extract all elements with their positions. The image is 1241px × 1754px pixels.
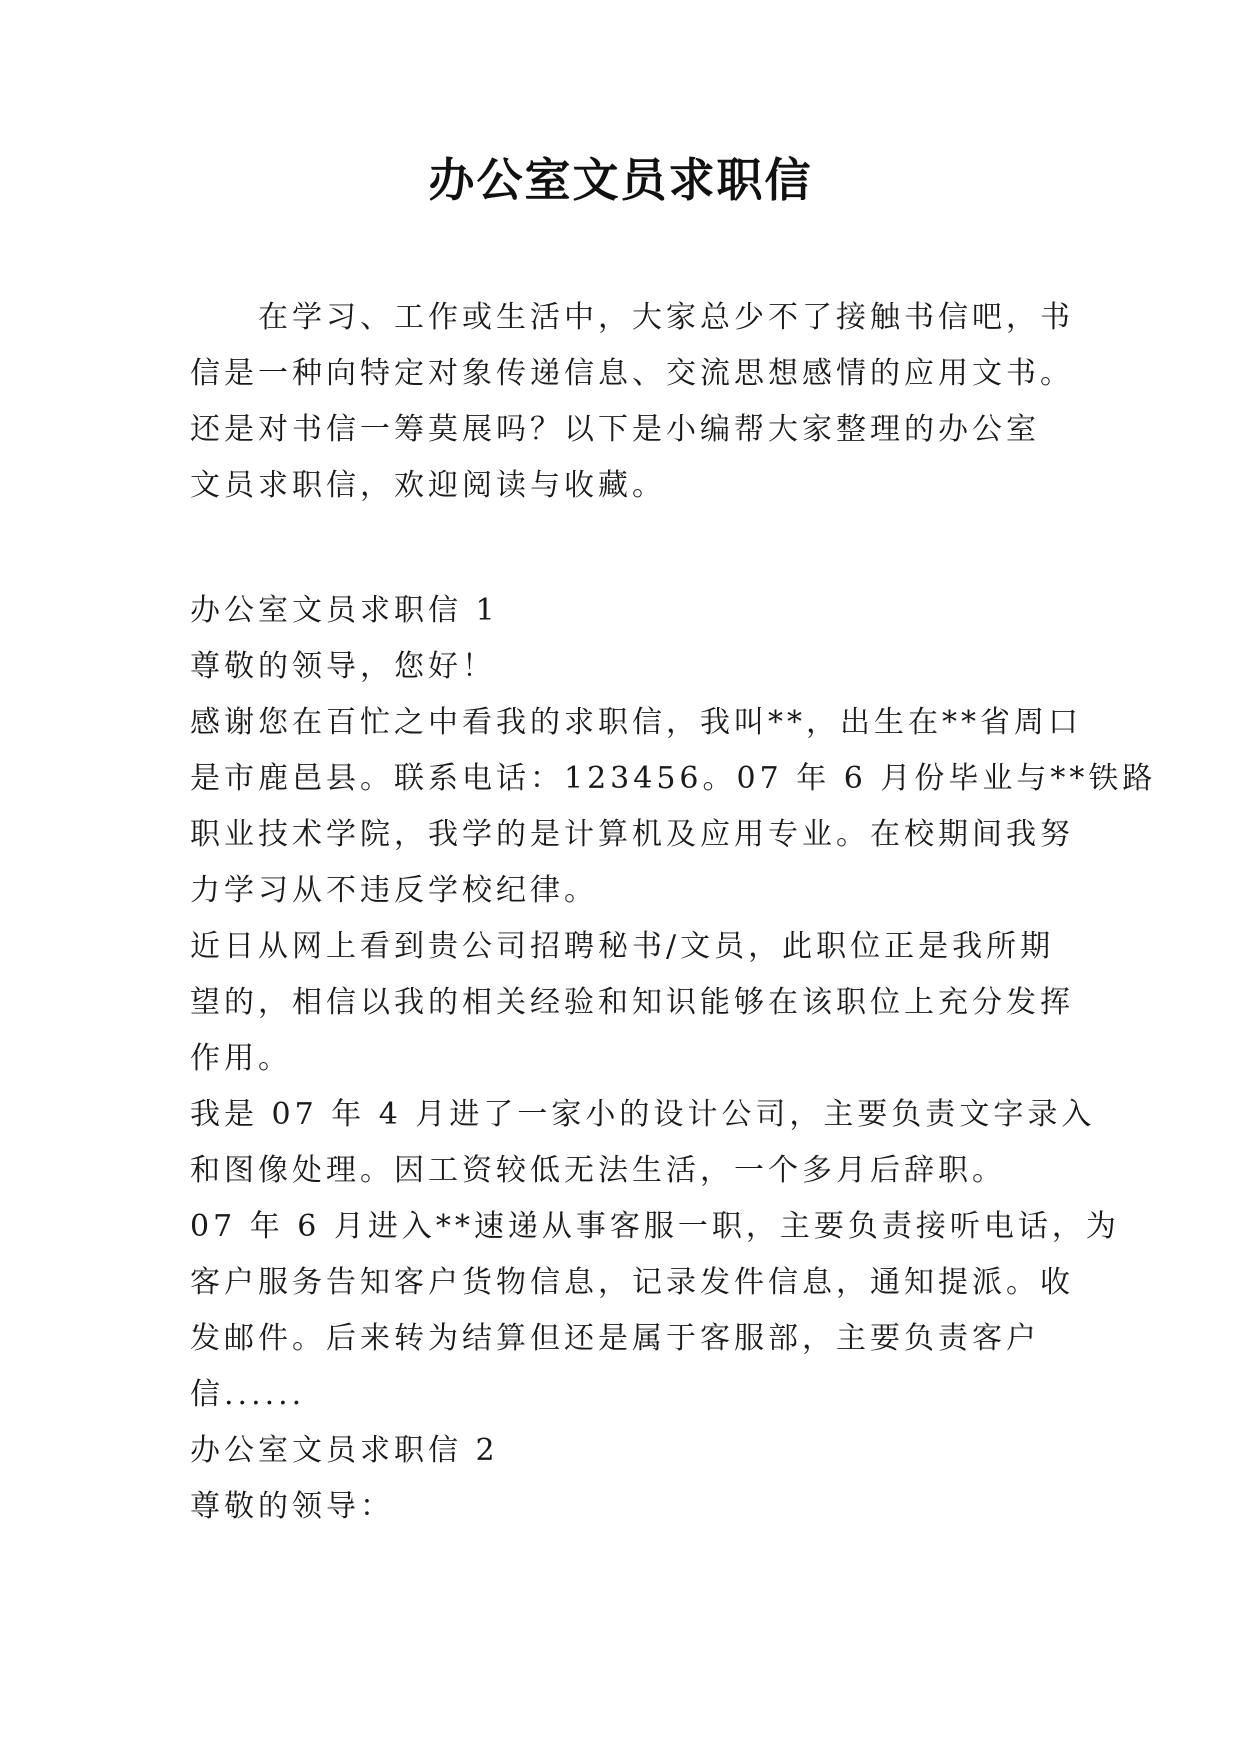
salutation: 尊敬的领导： [190, 1489, 394, 1524]
body-line: 近日从网上看到贵公司招聘秘书/文员，此职位正是我所期 [190, 929, 1055, 964]
salutation: 尊敬的领导，您好！ [190, 649, 496, 684]
body-line: 客户服务告知客户货物信息，记录发件信息，通知提派。收 [190, 1265, 1074, 1300]
body-line: 发邮件。后来转为结算但还是属于客服部，主要负责客户 [190, 1321, 1040, 1356]
body-line: 07 年 6 月进入**速递从事客服一职，主要负责接听电话，为 [190, 1209, 1120, 1244]
intro-paragraph [190, 290, 1074, 514]
body-line: 是市鹿邑县。联系电话：123456。07 年 6 月份毕业与**铁路 [190, 761, 1157, 796]
body-line: 感谢您在百忙之中看我的求职信，我叫**，出生在**省周口 [190, 705, 1082, 740]
body-line: 信...... [190, 1377, 306, 1412]
body-line: 望的，相信以我的相关经验和知识能够在该职位上充分发挥 [190, 985, 1074, 1020]
body-line: 和图像处理。因工资较低无法生活，一个多月后辞职。 [190, 1153, 1006, 1188]
document-title: 办公室文员求职信 [428, 153, 813, 207]
letter-heading-1: 办公室文员求职信 1 [190, 593, 499, 628]
intro-line: 信是一种向特定对象传递信息、交流思想感情的应用文书。 [190, 356, 1074, 391]
intro-line: 文员求职信，欢迎阅读与收藏。 [190, 468, 666, 503]
body-line: 我是 07 年 4 月进了一家小的设计公司，主要负责文字录入 [190, 1097, 1096, 1132]
intro-line: 在学习、工作或生活中，大家总少不了接触书信吧，书 [258, 300, 1074, 335]
body-line: 职业技术学院，我学的是计算机及应用专业。在校期间我努 [190, 817, 1074, 852]
letter-body [190, 583, 1157, 1535]
letter-heading-2: 办公室文员求职信 2 [190, 1433, 499, 1468]
body-line: 力学习从不违反学校纪律。 [190, 873, 598, 908]
intro-line: 还是对书信一筹莫展吗？以下是小编帮大家整理的办公室 [190, 412, 1040, 447]
body-line: 作用。 [190, 1041, 292, 1076]
